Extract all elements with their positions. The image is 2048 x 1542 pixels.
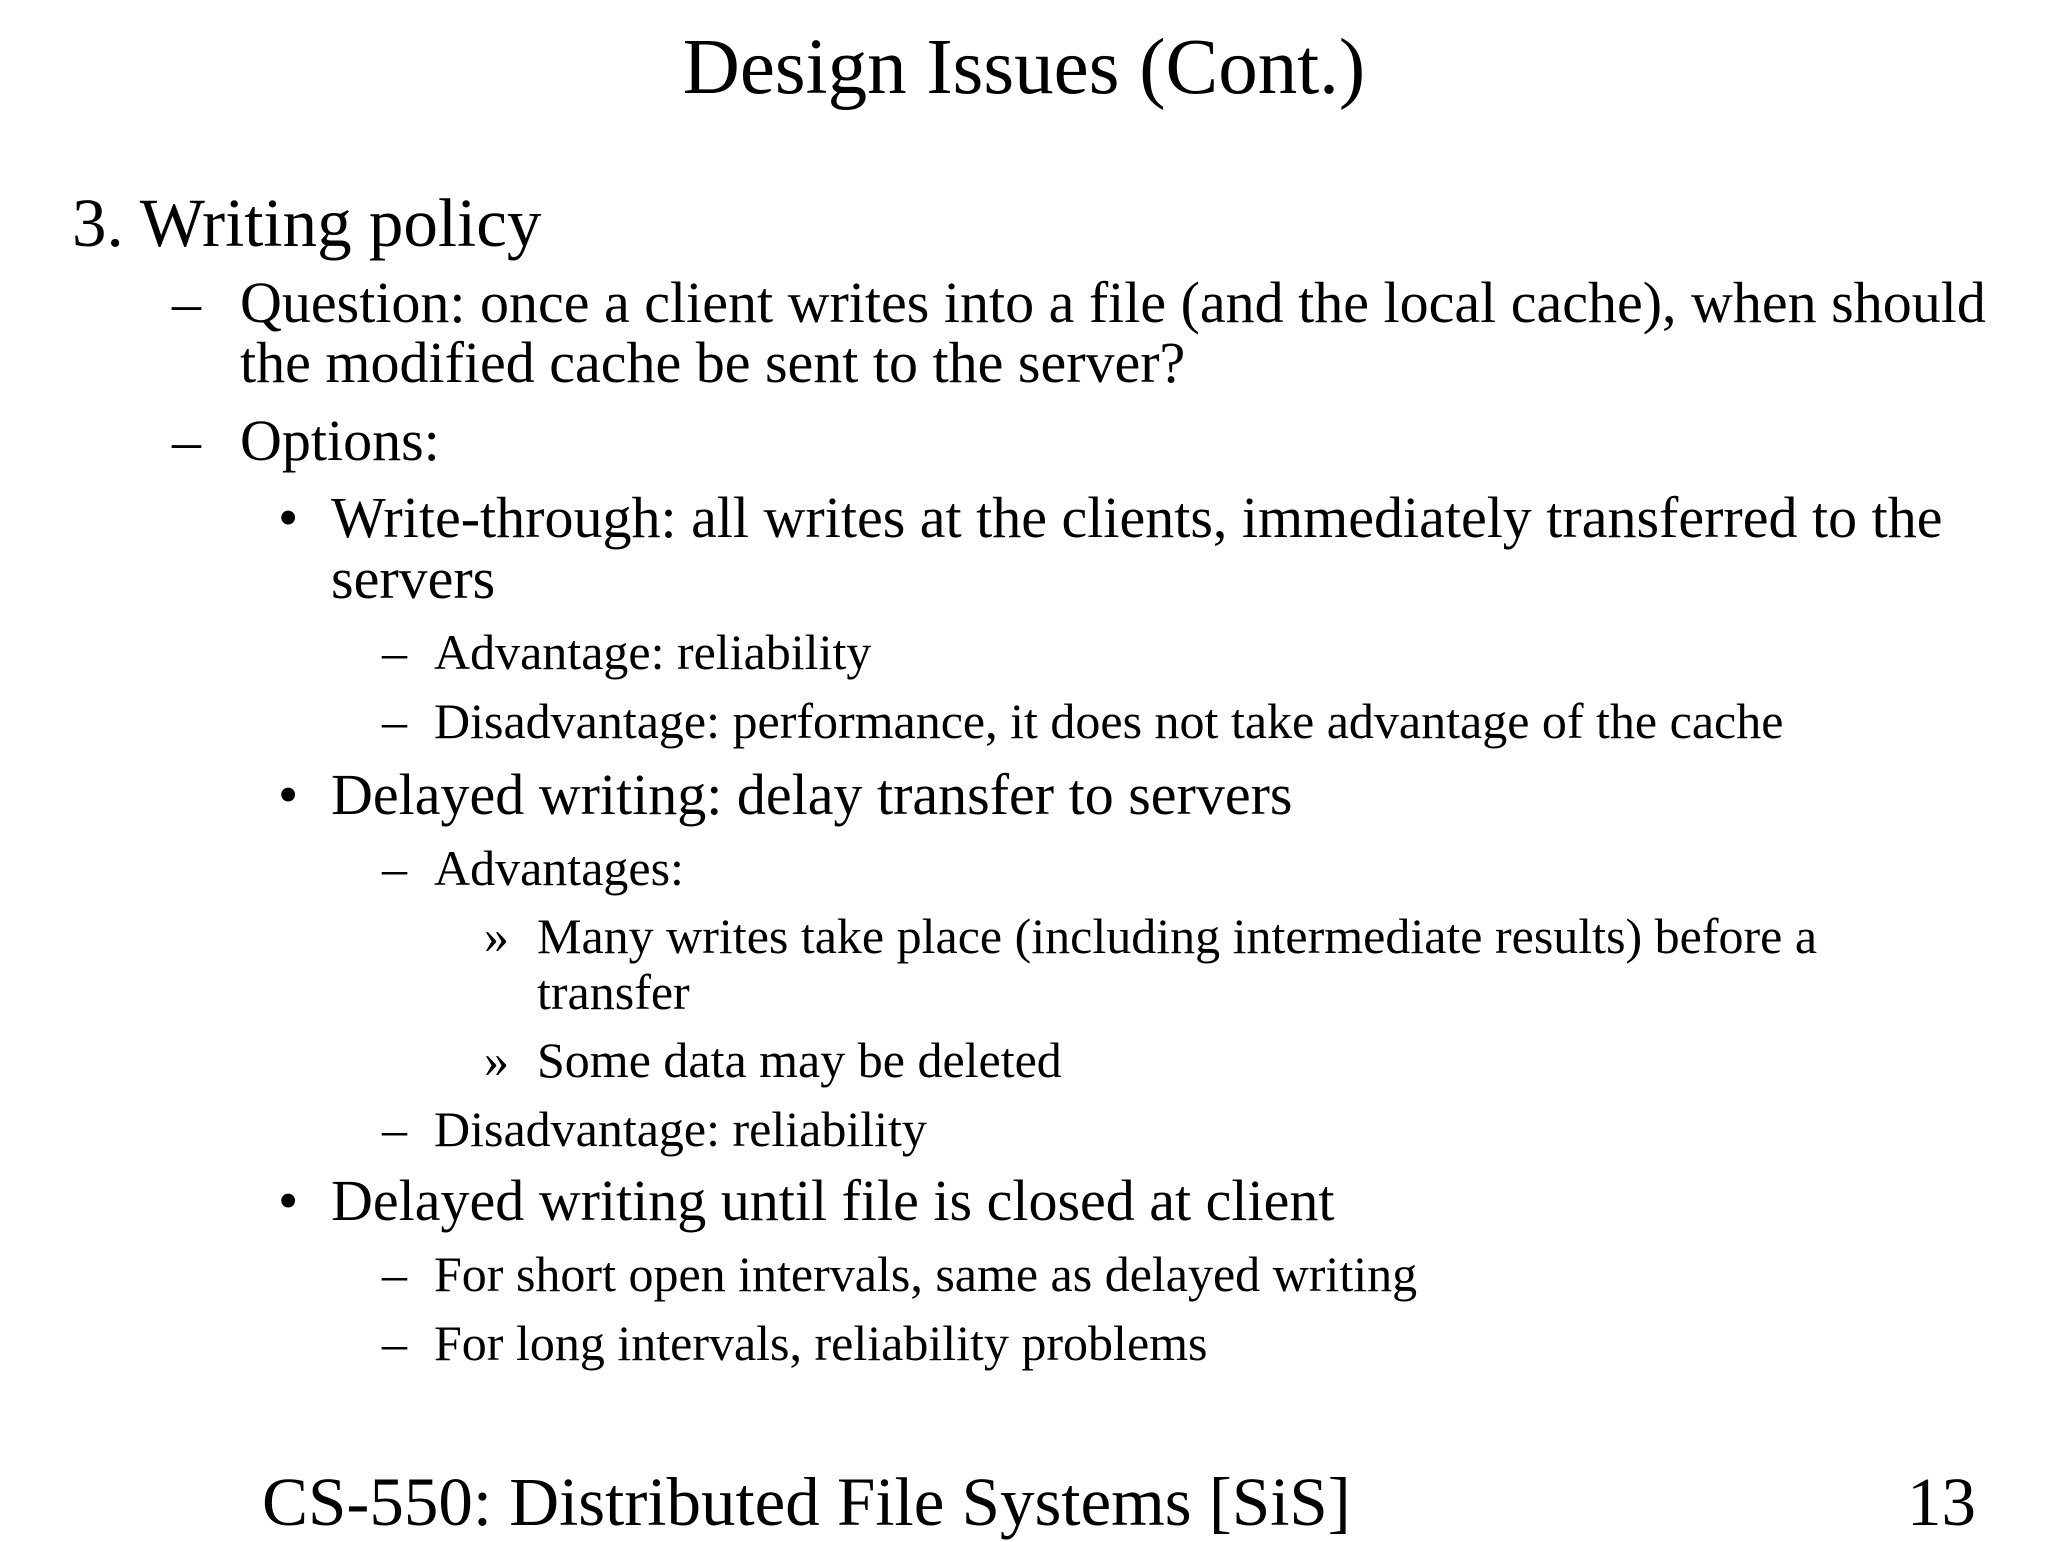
delayed-advantage-many-writes: Many writes take place (including intermediate results) before a <box>537 908 1818 964</box>
bullet-marker: • <box>278 1168 299 1233</box>
delayed-writing-item: Delayed writing: delay transfer to servers <box>331 762 1293 827</box>
write-through-disadvantage: Disadvantage: performance, it does not take advantage of the cache <box>434 693 1784 749</box>
write-through-advantage: Advantage: reliability <box>434 624 872 680</box>
delayed-writing-advantages: Advantages: <box>434 840 684 896</box>
dash-marker: – <box>382 693 407 749</box>
dash-marker: – <box>172 408 201 473</box>
options-label: Options: <box>240 408 440 473</box>
slide-title: Design Issues (Cont.) <box>682 24 1366 111</box>
section-heading: 3. Writing policy <box>72 185 542 261</box>
dash-marker: – <box>172 270 201 335</box>
delayed-until-close-item: Delayed writing until file is closed at client <box>331 1168 1335 1233</box>
footer-page-number: 13 <box>1907 1464 1976 1540</box>
dash-marker: – <box>382 840 407 896</box>
question-text: Question: once a client writes into a file (and the local cache), when should <box>240 270 1986 335</box>
write-through-item: Write-through: all writes at the clients, immediately transferred to the <box>331 485 1943 550</box>
dash-marker: – <box>382 1315 407 1371</box>
footer-course: CS-550: Distributed File Systems [SiS] <box>262 1464 1351 1540</box>
guillemet-marker: » <box>484 1032 509 1088</box>
bullet-marker: • <box>278 485 299 550</box>
dash-marker: – <box>382 1246 407 1302</box>
write-through-item-continued: servers <box>331 546 496 611</box>
delayed-advantage-deleted: Some data may be deleted <box>537 1032 1062 1088</box>
guillemet-marker: » <box>484 908 509 964</box>
delayed-advantage-many-writes-continued: transfer <box>537 964 690 1020</box>
dash-marker: – <box>382 1101 407 1157</box>
delayed-close-long-intervals: For long intervals, reliability problems <box>434 1315 1208 1371</box>
question-text-continued: the modified cache be sent to the server? <box>240 330 1186 395</box>
bullet-marker: • <box>278 762 299 827</box>
dash-marker: – <box>382 624 407 680</box>
delayed-writing-disadvantage: Disadvantage: reliability <box>434 1101 927 1157</box>
delayed-close-short-intervals: For short open intervals, same as delayed writing <box>434 1246 1418 1302</box>
